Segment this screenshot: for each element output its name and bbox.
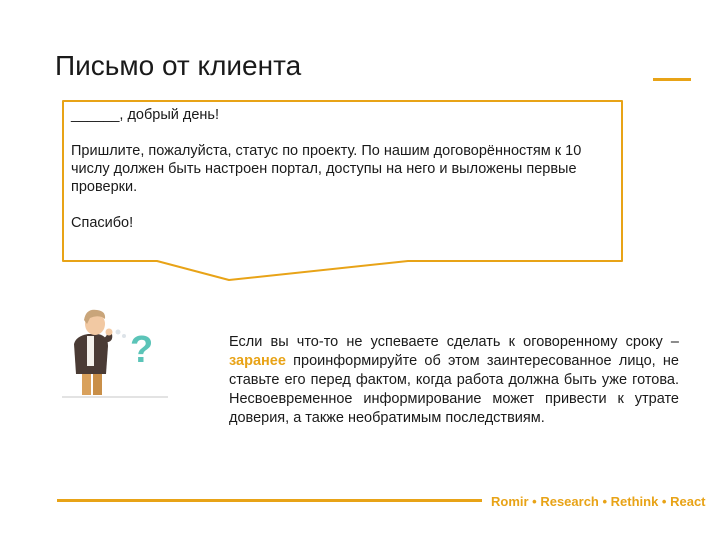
thinking-person-icon <box>60 300 170 400</box>
footer-brand: Romir • Research • Rethink • React <box>491 494 706 509</box>
question-mark: ? <box>130 329 154 371</box>
advice-part-1: Если вы что-то не успеваете сделать к оговоренному сроку – <box>229 334 679 350</box>
letter-closing: Спасибо! <box>71 215 134 231</box>
letter-greeting: ______, добрый день! <box>71 107 220 123</box>
advice-highlight: заранее <box>229 353 286 369</box>
slide-title: Письмо от клиента <box>55 50 302 81</box>
advice-part-2: проинформируйте об этом заинтересованное лицо, не ставьте его перед фактом, когда работа должна быть уже готова. Несвоевременное информирование может привести к утрате доверия, а также необратимым последствиям. <box>229 353 679 426</box>
letter-body: Пришлите, пожалуйста, статус по проекту. По нашим договорённостям к 10 числу должен быть настроен портал, доступы на него и выложены первые проверки. <box>71 143 582 195</box>
advice-text <box>229 333 679 428</box>
footer-line <box>57 499 482 502</box>
letter-text <box>71 106 619 232</box>
